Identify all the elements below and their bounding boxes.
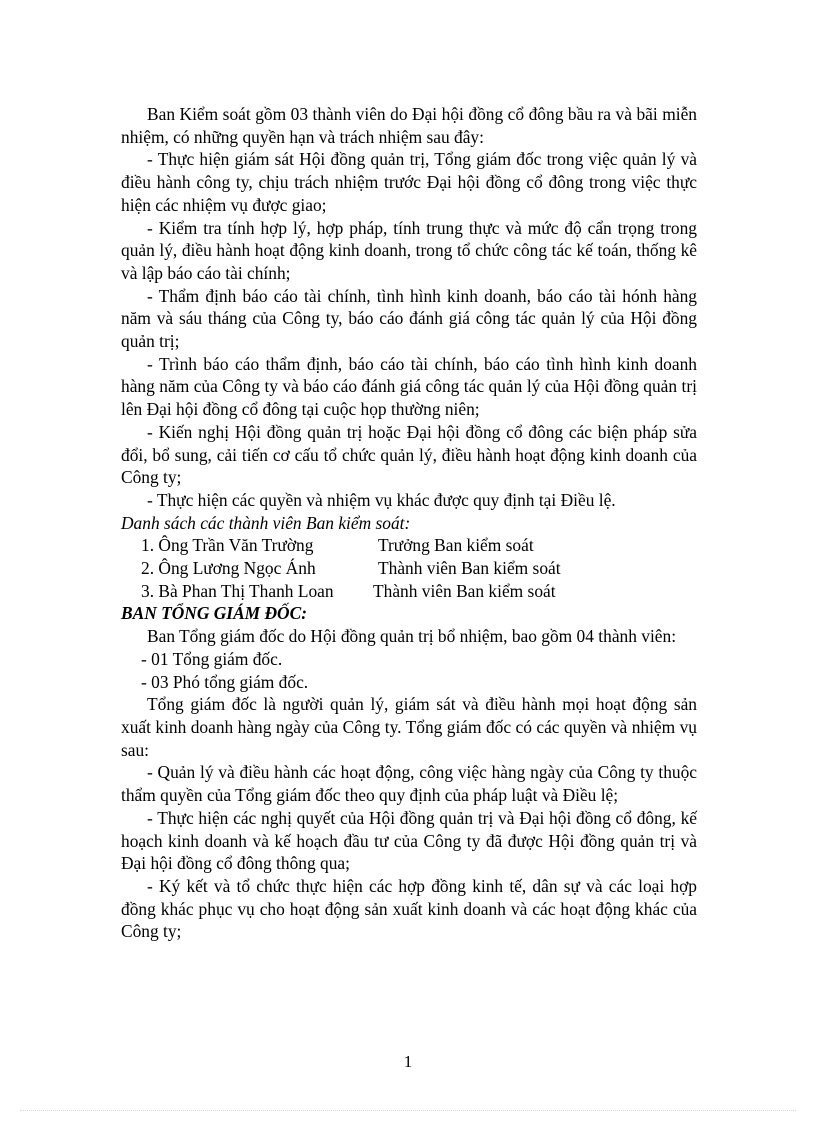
duty-paragraph: - Thực hiện các quyền và nhiệm vụ khác được quy định tại Điều lệ. — [147, 489, 616, 510]
section-heading: BAN TỔNG GIÁM ĐỐC: — [121, 603, 307, 624]
duty-paragraph: - Trình báo cáo thẩm định, báo cáo tài chính, báo cáo tình hình kinh doanh hàng năm của Công ty và báo cáo đánh giá công tác quản lý của Hội đồng quản trị lên Đại hội đồng cổ đông tại cuộc họp thường niên; — [121, 353, 697, 420]
duty-paragraph: - Kiểm tra tính hợp lý, hợp pháp, tính trung thực và mức độ cẩn trọng trong quản lý, điều hành hoạt động kinh doanh, trong tổ chức công tác kế toán, thống kê và lập báo cáo tài chính; — [121, 217, 697, 283]
board-intro-paragraph: Ban Tổng giám đốc do Hội đồng quản trị bổ nhiệm, bao gồm 04 thành viên: — [147, 626, 677, 647]
member-role: Thành viên Ban kiểm soát — [378, 558, 561, 579]
ceo-intro-paragraph: Tổng giám đốc là người quản lý, giám sát và điều hành mọi hoạt động sản xuất kinh doanh hàng ngày của Công ty. Tổng giám đốc có các quyền và nhiệm vụ sau: — [121, 694, 697, 760]
ceo-duty-paragraph: - Ký kết và tổ chức thực hiện các hợp đồng kinh tế, dân sự và các loại hợp đồng khác phục vụ cho hoạt động sản xuất kinh doanh và các hoạt động khác của Công ty; — [121, 875, 697, 942]
member-role: Trưởng Ban kiểm soát — [378, 535, 534, 556]
duty-paragraph: - Thực hiện giám sát Hội đồng quản trị, Tổng giám đốc trong việc quản lý và điều hành công ty, chịu trách nhiệm trước Đại hội đồng cổ đông trong việc thực hiện các nhiệm vụ được giao; — [121, 149, 697, 215]
board-item: - 03 Phó tổng giám đốc. — [141, 671, 309, 692]
member-name: 2. Ông Lương Ngọc Ánh — [141, 558, 316, 579]
page-number: 1 — [403, 1052, 413, 1071]
member-row — [121, 557, 697, 580]
duty-paragraph: - Kiến nghị Hội đồng quản trị hoặc Đại hội đồng cổ đông các biện pháp sửa đổi, bổ sung, cải tiến cơ cấu tổ chức quản lý, điều hành hoạt động kinh doanh của Công ty; — [121, 421, 697, 488]
member-row — [121, 534, 697, 557]
member-name: 3. Bà Phan Thị Thanh Loan — [141, 580, 334, 601]
ceo-duty-paragraph: - Thực hiện các nghị quyết của Hội đồng quản trị và Đại hội đồng cổ đông, kế hoạch kinh doanh và kế hoạch đầu tư của Công ty đã được Hội đồng quản trị và Đại hội đồng cổ đông thông qua; — [121, 807, 697, 874]
page-bottom-divider — [20, 1110, 796, 1111]
members-list-title: Danh sách các thành viên Ban kiểm soát: — [121, 512, 411, 533]
document-body — [121, 103, 697, 943]
member-row — [121, 580, 697, 603]
ceo-duty-paragraph: - Quản lý và điều hành các hoạt động, công việc hàng ngày của Công ty thuộc thẩm quyền của Tổng giám đốc theo quy định của pháp luật và Điều lệ; — [121, 762, 697, 806]
member-name: 1. Ông Trần Văn Trường — [141, 535, 314, 556]
duty-paragraph: - Thẩm định báo cáo tài chính, tình hình kinh doanh, báo cáo tài hónh hàng năm và sáu tháng của Công ty, báo cáo đánh giá công tác quản lý của Hội đồng quản trị; — [121, 285, 697, 352]
board-item: - 01 Tổng giám đốc. — [141, 648, 283, 669]
member-role: Thành viên Ban kiểm soát — [373, 580, 556, 601]
intro-paragraph: Ban Kiểm soát gồm 03 thành viên do Đại hội đồng cổ đông bầu ra và bãi miễn nhiệm, có những quyền hạn và trách nhiệm sau đây: — [121, 104, 697, 147]
